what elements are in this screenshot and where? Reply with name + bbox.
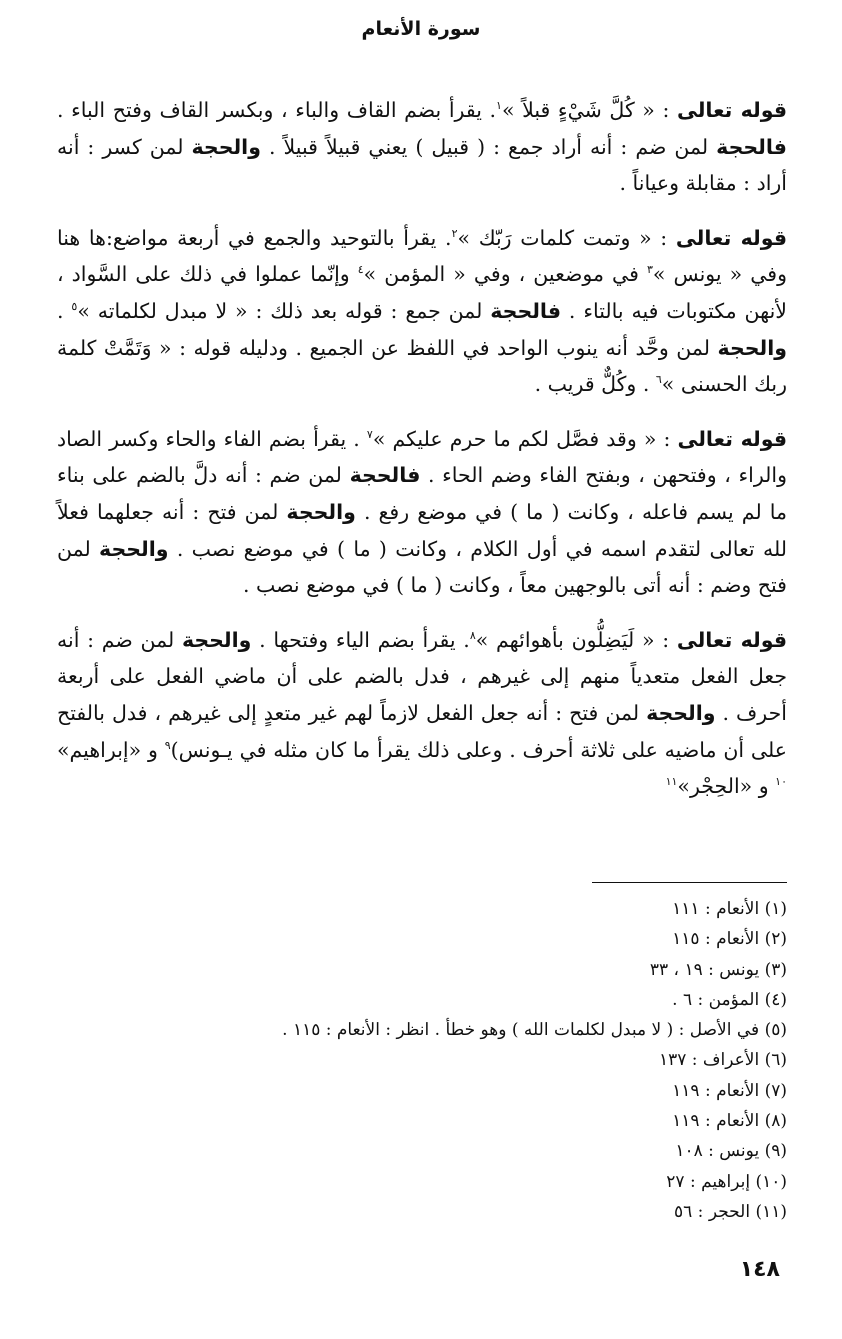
text-segment: و «إبراهيم» [57, 737, 165, 762]
paragraph-lead: قوله تعالى [677, 426, 788, 451]
paragraph [57, 421, 787, 604]
footnote-separator [592, 882, 787, 883]
paragraph-lead: قوله تعالى [676, 627, 788, 652]
text-segment: لمن ضم : أنه جعل الفعل متعدياً منهم إلى غيرهم ، فدل بالضم على أن ماضي الفعل على أربعة أحرف . [57, 627, 787, 725]
text-segment: لمن ضم : أنه دلَّ بالضم على بناء ما لم يسم فاعله ، وكانت ( ما ) في موضع رفع . [57, 463, 787, 524]
main-text [57, 92, 787, 823]
text-segment: لمن فتح : أنه جعلهما فعلاً لله تعالى لتقدم اسمه في أول الكلام ، وكانت ( ما ) في موضع نصب . [57, 499, 787, 561]
footnote-marker: ٤ [357, 263, 364, 277]
footnote: (٨) الأنعام : ١١٩ [672, 1111, 787, 1132]
page-number: ١٤٨ [739, 1257, 780, 1282]
footnote-marker: ٩ [164, 738, 171, 752]
footnote: (٦) الأعراف : ١٣٧ [658, 1050, 787, 1071]
paragraph-lead: قوله تعالى [676, 98, 787, 122]
text-segment: . وكُلٌّ قريب . [534, 372, 656, 397]
text-segment: لمن فتح وضم : أنه أتى بالوجهين معاً ، وكانت ( ما ) في موضع نصب . [57, 536, 787, 598]
argument-term: والحجة [191, 134, 261, 159]
text-segment: لمن ضم : أنه أراد جمع : ( قبيل ) يعني قبيلاً قبيلاً . [260, 134, 717, 159]
text-segment: . يقرأ بضم الفاء والحاء وكسر الصاد والراء ، وفتحهن ، وبفتح الفاء وضم الحاء . [57, 426, 787, 488]
footnote-marker: ٢ [451, 226, 458, 240]
text-segment: : « لَيَضِلُّون بأهوائهم » [475, 627, 677, 652]
footnote: (٧) الأنعام : ١١٩ [672, 1080, 787, 1101]
argument-term: والحجة [717, 335, 787, 360]
footnote-marker: ٣ [646, 263, 653, 277]
argument-term: فالحجة [490, 298, 562, 323]
paragraph [57, 622, 787, 805]
text-segment: لمن جمع : قوله بعد ذلك : « لا مبدل لكلماته » [77, 298, 491, 323]
argument-term: فالحجة [716, 134, 787, 159]
argument-term: والحجة [181, 627, 252, 652]
footnote: (٢) الأنعام : ١١٥ [672, 929, 787, 950]
footnote: (١٠) إبراهيم : ٢٧ [666, 1171, 787, 1192]
footnote: (١١) الحجر : ٥٦ [674, 1201, 787, 1222]
text-segment: لمن وحَّد أنه ينوب الواحد في اللفظ عن الجميع . ودليله قوله : « وَتَمَّتْ كلمة ربك الحسنى » [57, 335, 787, 397]
footnote: (٣) يونس : ١٩ ، ٣٣ [649, 959, 787, 980]
paragraph-lead: قوله تعالى [675, 225, 787, 250]
text-segment: : « كُلَّ شَيْءٍ قبلاً » [501, 98, 677, 122]
argument-term: فالحجة [349, 463, 421, 488]
footnote: (٥) في الأصل : ( لا مبدل لكلمات الله ) وهو خطأ . انظر : الأنعام : ١١٥ . [282, 1020, 787, 1041]
footnote-marker: ٥ [71, 300, 78, 314]
text-segment: وإنّما عملوا في ذلك على السَّواد ، لأنهن مكتوبات فيه بالتاء . [57, 262, 787, 323]
footnote-marker: ٨ [469, 628, 476, 642]
text-segment: : « وقد فصَّل لكم ما حرم عليكم » [372, 426, 678, 451]
footnote-marker: ٦ [655, 373, 662, 387]
text-segment: . يقرأ بالتوحيد والجمع في أربعة مواضع:ها هنا وفي « يونس » [57, 225, 787, 287]
text-segment: . [57, 298, 72, 323]
footnote-marker: ١١ [665, 775, 678, 789]
paragraph [57, 220, 787, 403]
footnote: (١) الأنعام : ١١١ [672, 899, 787, 919]
text-segment: : « وتمت كلمات رَبّك » [457, 225, 676, 250]
text-segment: لمن فتح : أنه جعل الفعل لازماً لهم غير متعدٍ إلى غيرهم ، فدل بالفتح على أن ماضيه على ثلاثة أحرف . وعلى ذلك يقرأ ما كان مثله في يـونس) [57, 700, 787, 762]
argument-term: والحجة [99, 536, 169, 561]
text-segment: لمن كسر : أنه أراد : مقابلة وعياناً . [57, 134, 787, 196]
text-segment: . يقرأ بضم الياء وفتحها . [251, 627, 470, 652]
running-title: سورة الأنعام [361, 18, 481, 40]
text-segment: و «الحِجْر» [677, 774, 776, 799]
footnote: (٩) يونس : ١٠٨ [675, 1141, 787, 1162]
footnote: (٤) المؤمن : ٦ . [672, 989, 787, 1010]
argument-term: والحجة [646, 700, 716, 725]
text-segment: في موضعين ، وفي « المؤمن » [363, 262, 647, 287]
footnote-marker: ١ [496, 99, 502, 113]
footnote-marker: ١٠ [775, 775, 787, 789]
footnotes-list [57, 894, 787, 1227]
text-segment: . يقرأ بضم القاف والباء ، وبكسر القاف وفتح الباء . [57, 98, 497, 122]
paragraph [57, 92, 787, 202]
argument-term: والحجة [286, 499, 356, 524]
footnote-marker: ٧ [366, 427, 373, 441]
